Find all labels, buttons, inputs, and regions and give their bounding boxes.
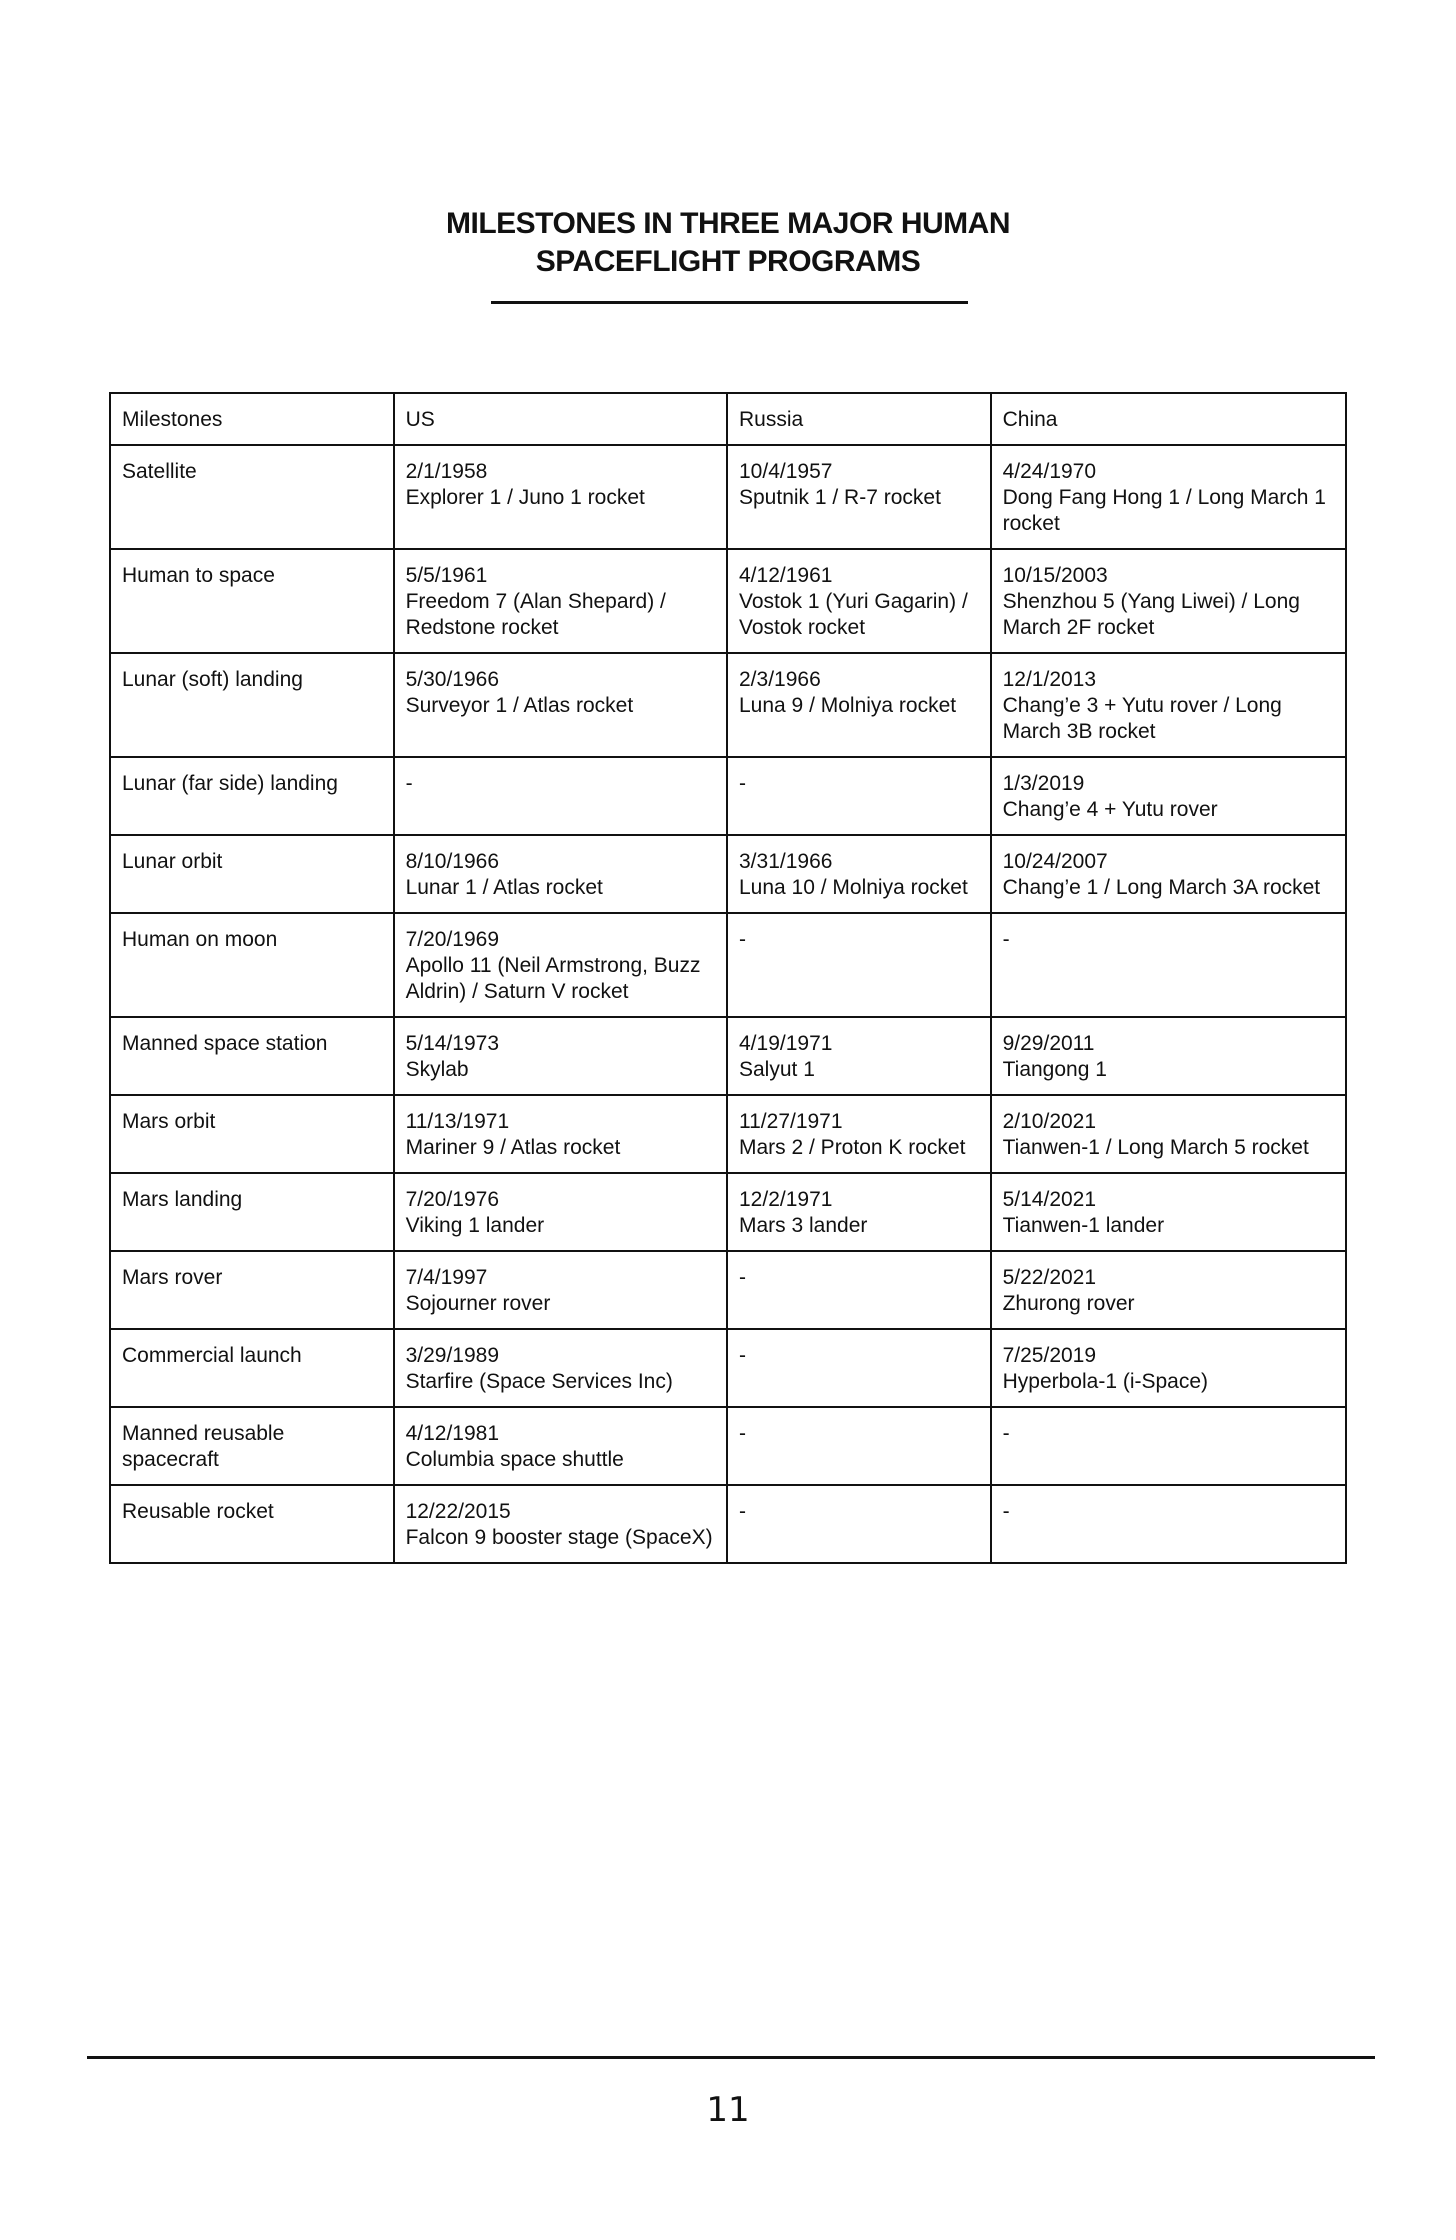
us-date: - — [405, 772, 413, 795]
us-date: 5/14/1973 — [405, 1032, 500, 1055]
milestone-cell: Mars rover — [110, 1251, 394, 1329]
header-russia: Russia — [727, 393, 991, 445]
china-detail: Zhurong rover — [1002, 1292, 1135, 1315]
china-cell — [991, 1095, 1346, 1173]
china-detail: Tianwen-1 / Long March 5 rocket — [1002, 1136, 1309, 1159]
russia-cell — [727, 913, 991, 1017]
china-cell — [991, 1017, 1346, 1095]
table-row — [110, 549, 1346, 653]
china-detail: Chang’e 4 + Yutu rover — [1002, 798, 1218, 821]
milestone-cell: Reusable rocket — [110, 1485, 394, 1563]
china-date: 5/14/2021 — [1002, 1188, 1097, 1211]
china-detail: Chang’e 3 + Yutu rover / Long March 3B rocket — [1002, 694, 1282, 743]
header-china: China — [991, 393, 1346, 445]
title-line-1: MILESTONES IN THREE MAJOR HUMAN — [446, 207, 1010, 240]
us-cell — [394, 1251, 727, 1329]
header-milestones: Milestones — [110, 393, 394, 445]
russia-date: - — [739, 772, 746, 795]
us-date: 7/4/1997 — [405, 1266, 488, 1289]
russia-detail: Mars 3 lander — [739, 1214, 868, 1237]
russia-date: - — [739, 1344, 746, 1367]
title-line-2: SPACEFLIGHT PROGRAMS — [535, 245, 921, 278]
us-cell — [394, 1017, 727, 1095]
russia-detail: Sputnik 1 / R-7 rocket — [739, 486, 941, 509]
milestone-cell: Lunar (soft) landing — [110, 653, 394, 757]
header-us: US — [394, 393, 727, 445]
russia-cell — [727, 757, 991, 835]
us-cell — [394, 653, 727, 757]
us-date: 2/1/1958 — [405, 460, 488, 483]
russia-cell — [727, 835, 991, 913]
us-cell — [394, 445, 727, 549]
china-detail: Hyperbola-1 (i-Space) — [1002, 1370, 1209, 1393]
china-date: 4/24/1970 — [1002, 460, 1097, 483]
china-date: 7/25/2019 — [1002, 1344, 1097, 1367]
russia-date: - — [739, 1500, 746, 1523]
table-row — [110, 1095, 1346, 1173]
china-date: 10/15/2003 — [1002, 564, 1108, 587]
us-date: 7/20/1976 — [405, 1188, 500, 1211]
china-cell — [991, 835, 1346, 913]
page-title — [0, 205, 1456, 281]
us-cell — [394, 913, 727, 1017]
us-cell — [394, 1173, 727, 1251]
table-row — [110, 653, 1346, 757]
us-detail: Sojourner rover — [405, 1292, 551, 1315]
china-date: 10/24/2007 — [1002, 850, 1108, 873]
russia-date: - — [739, 1422, 746, 1445]
milestone-cell: Human on moon — [110, 913, 394, 1017]
table-row — [110, 1329, 1346, 1407]
russia-date: 11/27/1971 — [739, 1110, 843, 1133]
us-date: 4/12/1981 — [405, 1422, 500, 1445]
table-row — [110, 1173, 1346, 1251]
us-cell — [394, 1407, 727, 1485]
us-detail: Columbia space shuttle — [405, 1448, 624, 1471]
footer-rule — [87, 2056, 1375, 2059]
china-cell — [991, 1407, 1346, 1485]
russia-date: - — [739, 1266, 746, 1289]
us-date: 5/5/1961 — [405, 564, 488, 587]
us-detail: Surveyor 1 / Atlas rocket — [405, 694, 634, 717]
russia-detail: Luna 10 / Molniya rocket — [739, 876, 968, 899]
us-detail: Viking 1 lander — [405, 1214, 545, 1237]
milestones-table — [109, 392, 1347, 1564]
russia-date: 3/31/1966 — [739, 850, 833, 873]
russia-date: 2/3/1966 — [739, 668, 821, 691]
russia-cell — [727, 653, 991, 757]
milestone-cell: Mars orbit — [110, 1095, 394, 1173]
us-detail: Skylab — [405, 1058, 469, 1081]
china-detail: Shenzhou 5 (Yang Liwei) / Long March 2F rocket — [1002, 590, 1300, 639]
china-detail: Dong Fang Hong 1 / Long March 1 rocket — [1002, 486, 1326, 535]
china-date: 12/1/2013 — [1002, 668, 1097, 691]
china-detail: Chang’e 1 / Long March 3A rocket — [1002, 876, 1321, 899]
china-detail: Tianwen-1 lander — [1002, 1214, 1165, 1237]
russia-detail: Vostok 1 (Yuri Gagarin) / Vostok rocket — [739, 590, 968, 639]
us-detail: Apollo 11 (Neil Armstrong, Buzz Aldrin) / Saturn V rocket — [405, 954, 701, 1003]
us-cell — [394, 1095, 727, 1173]
china-cell — [991, 757, 1346, 835]
us-detail: Starfire (Space Services Inc) — [405, 1370, 673, 1393]
russia-cell — [727, 1095, 991, 1173]
milestone-cell: Human to space — [110, 549, 394, 653]
china-cell — [991, 1485, 1346, 1563]
us-cell — [394, 835, 727, 913]
table-row — [110, 1485, 1346, 1563]
table-row — [110, 757, 1346, 835]
china-date: 9/29/2011 — [1002, 1032, 1095, 1055]
china-date: - — [1002, 928, 1010, 951]
russia-detail: Salyut 1 — [739, 1058, 815, 1081]
us-detail: Lunar 1 / Atlas rocket — [405, 876, 603, 899]
china-cell — [991, 653, 1346, 757]
china-date: 1/3/2019 — [1002, 772, 1085, 795]
us-date: 7/20/1969 — [405, 928, 500, 951]
milestone-cell: Manned space station — [110, 1017, 394, 1095]
russia-detail: Luna 9 / Molniya rocket — [739, 694, 957, 717]
russia-cell — [727, 1485, 991, 1563]
china-cell — [991, 913, 1346, 1017]
table-row — [110, 913, 1346, 1017]
russia-date: 4/12/1961 — [739, 564, 833, 587]
russia-cell — [727, 1407, 991, 1485]
us-cell — [394, 549, 727, 653]
us-date: 5/30/1966 — [405, 668, 500, 691]
us-date: 12/22/2015 — [405, 1500, 511, 1523]
russia-cell — [727, 1251, 991, 1329]
russia-cell — [727, 1329, 991, 1407]
china-cell — [991, 445, 1346, 549]
us-cell — [394, 1485, 727, 1563]
table-row — [110, 1407, 1346, 1485]
milestone-cell: Mars landing — [110, 1173, 394, 1251]
russia-date: - — [739, 928, 746, 951]
us-date: 3/29/1989 — [405, 1344, 500, 1367]
russia-date: 10/4/1957 — [739, 460, 833, 483]
china-cell — [991, 1251, 1346, 1329]
russia-date: 4/19/1971 — [739, 1032, 833, 1055]
china-detail: Tiangong 1 — [1002, 1058, 1107, 1081]
table-row — [110, 445, 1346, 549]
us-detail: Explorer 1 / Juno 1 rocket — [405, 486, 645, 509]
title-underline — [491, 301, 968, 304]
russia-cell — [727, 549, 991, 653]
us-detail: Falcon 9 booster stage (SpaceX) — [405, 1526, 713, 1549]
milestone-cell: Manned reusable spacecraft — [110, 1407, 394, 1485]
russia-cell — [727, 1173, 991, 1251]
milestone-cell: Lunar (far side) landing — [110, 757, 394, 835]
china-cell — [991, 1329, 1346, 1407]
page-number: 11 — [706, 2090, 750, 2130]
table-body — [110, 445, 1346, 1563]
us-date: 11/13/1971 — [405, 1110, 510, 1133]
russia-cell — [727, 445, 991, 549]
us-detail: Freedom 7 (Alan Shepard) / Redstone rocket — [405, 590, 666, 639]
table-row — [110, 1017, 1346, 1095]
table-row — [110, 1251, 1346, 1329]
milestone-cell: Lunar orbit — [110, 835, 394, 913]
us-cell — [394, 757, 727, 835]
china-date: - — [1002, 1500, 1010, 1523]
milestone-cell: Commercial launch — [110, 1329, 394, 1407]
us-detail: Mariner 9 / Atlas rocket — [405, 1136, 621, 1159]
russia-cell — [727, 1017, 991, 1095]
table-row — [110, 835, 1346, 913]
russia-date: 12/2/1971 — [739, 1188, 833, 1211]
china-cell — [991, 549, 1346, 653]
table-header-row — [110, 393, 1346, 445]
china-cell — [991, 1173, 1346, 1251]
us-cell — [394, 1329, 727, 1407]
china-date: - — [1002, 1422, 1010, 1445]
russia-detail: Mars 2 / Proton K rocket — [739, 1136, 966, 1159]
china-date: 5/22/2021 — [1002, 1266, 1097, 1289]
us-date: 8/10/1966 — [405, 850, 500, 873]
china-date: 2/10/2021 — [1002, 1110, 1097, 1133]
milestone-cell: Satellite — [110, 445, 394, 549]
